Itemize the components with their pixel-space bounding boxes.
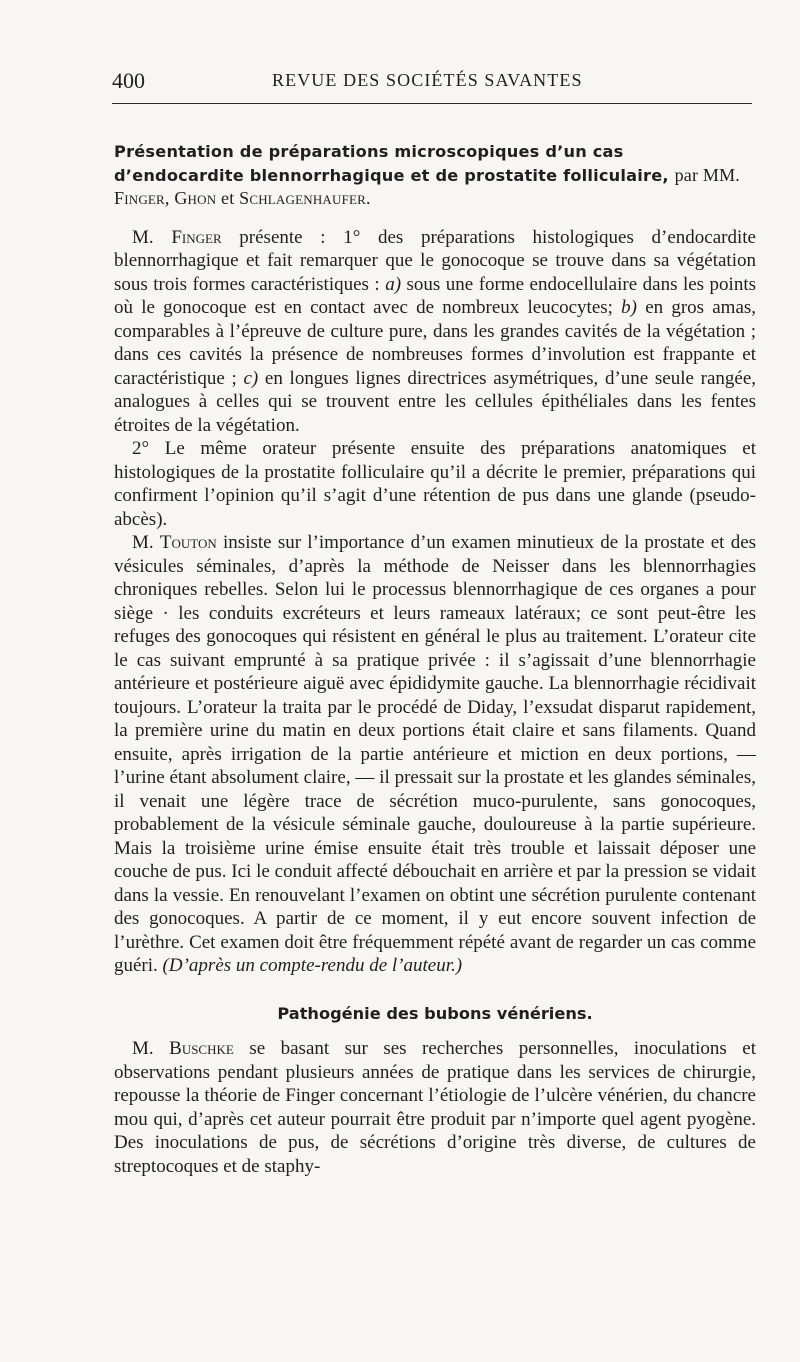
author-ghon: Ghon xyxy=(174,188,217,208)
paragraph-finger: M. Finger présente : 1° des préparations histologiques d’endocardite blennorrhagique et fait remarquer que le gonocoque se trouve dans sa végétation sous trois formes caractéristiques : a) sous une forme endocellulaire dans les points où le gonocoque est en contact avec de nombreux leucocytes; b) en gros amas, comparables à l’épreuve de culture pure, dans les grandes cavités de la végétation ; dans ces cavités la présence de nombreuses formes d’involution est frappante et caractéristique ; c) en longues lignes directrices asymétriques, d’une seule rangée, analogues à celles qui se trouvent entre les cellules épithéliales dans les fentes étroites de la végétation. xyxy=(114,226,757,436)
paragraph-prostatite: 2° Le même orateur présente ensuite des préparations anatomiques et histologiques de la prostatite folliculaire qu’il a décrite le premier, préparations qui confirment l’opinion qu’il s’agit d’une rétention de pus dans une glande (pseudo-abcès). xyxy=(114,438,756,530)
speaker-name: Touton xyxy=(159,532,217,553)
page-header xyxy=(112,68,752,98)
author-finger: Finger, xyxy=(114,188,170,208)
page-body xyxy=(114,140,756,1178)
running-title: REVUE DES SOCIÉTÉS SAVANTES xyxy=(272,70,583,90)
speaker-name: Finger xyxy=(171,226,222,248)
article-title xyxy=(114,140,756,211)
author-schlagenhaufer: Schlagenhaufer. xyxy=(239,188,371,208)
article-title-text: Présentation de préparations microscopiques d’un cas d’endocardite blennorrhagique et de prostatite folliculaire, xyxy=(114,142,669,185)
paragraph-buschke: M. Buschke se basant sur ses recherches personnelles, inoculations et observations pendant plusieurs années de pratique dans les services de chirurgie, repousse la théorie de Finger concernant l’étiologie de l’ulcère vénérien, du chancre mou qui, d’après cet auteur pourrait être produit par n’importe quel agent pyogène. Des inoculations de pus, de sécrétions d’origine très diverse, de cultures de streptocoques et de staphy- xyxy=(114,1038,756,1177)
article-authors: par MM. Finger, Ghon et Schlagenhaufer. xyxy=(114,164,740,208)
section-heading: Pathogénie des bubons vénériens. xyxy=(277,1003,593,1023)
paragraph-touton: M. Touton insiste sur l’importance d’un examen minutieux de la prostate et des vésicules séminales, d’après la méthode de Neisser dans les blennorrhagies chroniques rebelles. Selon lui le processus blennorrhagique de ces organes a pour siège · les conduits excréteurs et leurs rameaux latéraux; ce sont peut-être les refuges des gonocoques qui résistent en général le plus au traitement. L’orateur cite le cas suivant emprunté à sa pratique privée : il s’agissait d’une blennorrhagie antérieure et postérieure aiguë avec épididymite gauche. La blennorrhagie récidivait toujours. L’orateur la traita par le procédé de Diday, l’exsudat disparut rapidement, la première urine du matin en deux portions était claire et sans filaments. Quand ensuite, après irrigation de la partie antérieure et miction en deux portions, — l’urine étant absolument claire, — il pressait sur la prostate et les glandes séminales, il venait une légère trace de sécrétion muco-purulente, sans gonocoques, probablement de la vésicule séminale gauche, douloureuse à la partie supérieure. Mais la troisième urine émise ensuite était très trouble et laissait déposer une couche de pus. Ici le conduit affecté débouchait en arrière et par la pression se vidait dans la vessie. En renouvelant l’examen on obtint une sécrétion purulente contenant des gonocoques. A partir de ce moment, il y eut encore souvent infection de l’urèthre. Cet examen doit être fréquemment répété avant de regarder un cas comme guéri. (D’après un compte-rendu de l’auteur.) xyxy=(114,532,757,976)
citation: (D’après un compte-rendu de l’auteur.) xyxy=(162,955,463,976)
page-number: 400 xyxy=(112,68,145,93)
speaker-name: Buschke xyxy=(169,1038,234,1059)
header-rule xyxy=(112,103,752,104)
